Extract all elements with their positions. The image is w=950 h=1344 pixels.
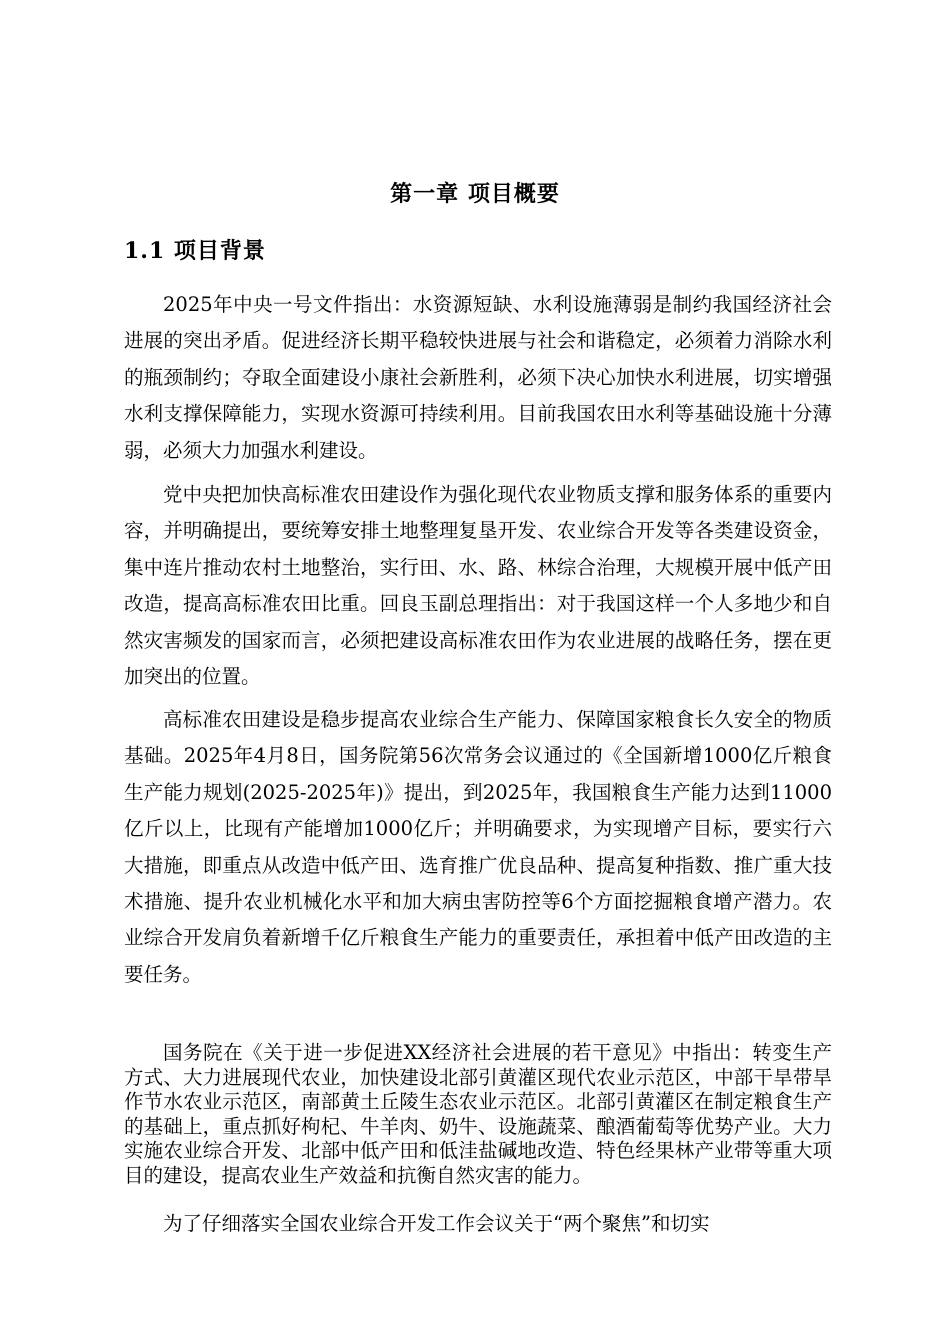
paragraph-2: 党中央把加快高标准农田建设作为强化现代农业物质支撑和服务体系的重要内容，并明确提出，要统筹安排土地整理复垦开发、农业综合开发等各类建设资金，集中连片推动农村土地整治，实行田、水、路、林综合治理，大规模开展中低产田改造，提高高标准农田比重。回良玉副总理指出：对于我国这样一个人多地少和自然灾害频发的国家而言，必须把建设高标准农田作为农业进展的战略任务，摆在更加突出的位置。 [124,483,832,689]
section-title: 1.1 项目背景 [124,238,266,264]
paragraph-3: 高标准农田建设是稳步提高农业综合生产能力、保障国家粮食长久安全的物质基础。2025年4月8日，国务院第56次常务会议通过的《全国新增1000亿斤粮食生产能力规划(2025-2025年)》提出，到2025年，我国粮食生产能力达到11000亿斤以上，比现有产能增加1000亿斤；并明确要求，为实现增产目标，要实行六大措施，即重点从改造中低产田、选育推广优良品种、提高复种指数、推广重大技术措施、提升农业机械化水平和加大病虫害防控等6个方面挖掘粮食增产潜力。农业综合开发肩负着新增千亿斤粮食生产能力的重要责任，承担着中低产田改造的主要任务。 [124,708,832,986]
paragraph-1: 2025年中央一号文件指出：水资源短缺、水利设施薄弱是制约我国经济社会进展的突出矛盾。促进经济长期平稳较快进展与社会和谐稳定，必须着力消除水利的瓶颈制约；夺取全面建设小康社会新胜利，必须下决心加快水利进展，切实增强水利支撑保障能力，实现水资源可持续利用。目前我国农田水利等基础设施十分薄弱，必须大力加强水利建设。 [124,293,832,462]
paragraph-4: 国务院在《关于进一步促进XX经济社会进展的若干意见》中指出：转变生产方式、大力进展现代农业，加快建设北部引黄灌区现代农业示范区，中部干旱带旱作节水农业示范区，南部黄土丘陵生态农业示范区。北部引黄灌区在制定粮食生产的基础上，重点抓好枸杞、牛羊肉、奶牛、设施蔬菜、酿酒葡萄等优势产业。大力实施农业综合开发、北部中低产田和低洼盐碱地改造、特色经果林产业带等重大项目的建设，提高农业生产效益和抗衡自然灾害的能力。 [124,1041,832,1187]
chapter-title: 第一章 项目概要 [390,181,560,207]
paragraph-5: 为了仔细落实全国农业综合开发工作会议关于“两个聚焦”和切实 [163,1212,710,1235]
